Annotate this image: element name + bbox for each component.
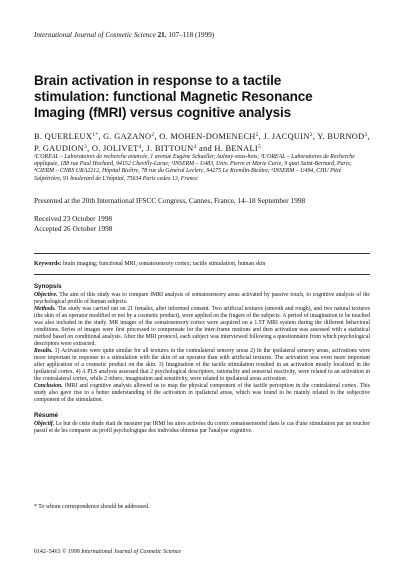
resume-section bbox=[34, 412, 370, 435]
title-line: Imaging (fMRI) versus cognitive analysis bbox=[34, 105, 292, 121]
resume-heading: Résumé bbox=[34, 412, 59, 420]
author: H. BENALI$^5$ bbox=[214, 143, 262, 153]
synopsis-heading: Synopsis bbox=[34, 283, 62, 291]
keywords-label: Keywords: bbox=[34, 261, 62, 268]
author: Y. BURNOD$^3$, bbox=[317, 131, 370, 141]
author: J. BITTOUN$^4$ and bbox=[146, 143, 215, 153]
synopsis-conclusion: Conclusion. fMRI and cognitive analysis allowed us to map the physical component of the tactile perception in the contralateral cortex. This study also gave rise to a better understanding of the activation in ipsilateral areas, which was found to be mainly related to the subjective component of the stimulation. bbox=[34, 383, 371, 404]
accepted-date: Accepted 26 October 1998 bbox=[34, 224, 113, 234]
author-list bbox=[34, 130, 370, 154]
copyright-journal: International Journal of Cosmetic Science bbox=[81, 549, 181, 555]
resume-objectif: Objectif. Le but de cette étude était de mesurer par IRMf les aires activées du cortex somatosensoriel dans le cas d'une stimulation par un toucher passif et de les comparer au profil psychologique des individus obtenus par l'analyse cognitive. bbox=[34, 421, 371, 435]
received-date: Received 23 October 1998 bbox=[34, 214, 113, 224]
synopsis-results: Results. 1) Activations were quite similar for all textures in the contralateral sensory areas 2) In the ipsilateral sensory areas, activations were more important in response to a stimulation with the skin of an operator than with artificial textures. The activation was even more important after application of a cosmetic product on the skin. 3) Imagination of the tactile stimulation resulted in an activation mostly localized in the ipsilateral cortex. 4) A PLS analysis assessed that 2 psychological descriptors, rationality and sensorial reactivity, were related to an activation in the contralateral cortex, while 2 others, imagination and sensitivity, were related to ipsilateral areas activation. bbox=[34, 348, 370, 383]
author: G. GAZANO$^2$, bbox=[103, 131, 160, 141]
author: O. JOLIVET$^4$, bbox=[91, 143, 145, 153]
author: P. GAUDION$^3$, bbox=[34, 143, 92, 153]
author: J. JACQUIN$^2$, bbox=[263, 131, 318, 141]
keywords-text: brain imaging; functional MRI, somatosensory cortex; tactile stimulation, human skin bbox=[62, 261, 266, 268]
divider bbox=[34, 253, 370, 254]
copyright-line bbox=[34, 548, 370, 556]
article-title bbox=[34, 73, 370, 122]
journal-pages: , 107–118 (1999) bbox=[164, 31, 215, 39]
running-header bbox=[34, 30, 370, 40]
journal-volume: 21 bbox=[157, 31, 165, 39]
presented-note: Presented at the 20th International IFSCC Congress, Cannes, France, 14–18 September 1998 bbox=[34, 196, 306, 206]
journal-name: International Journal of Cosmetic Science bbox=[34, 31, 156, 39]
author: B. $QUERLEUX^{1*}$, bbox=[34, 131, 104, 141]
synopsis-objective: Objective. The aim of this study was to compare fMRI analysis of somatosensory areas activated by passive touch, to cognitive analysis of the psychological profile of human subjects. bbox=[34, 292, 370, 306]
author: O. MOHEN-DOMENECH$^2$, bbox=[159, 131, 262, 141]
title-line: stimulation: functional Magnetic Resonance bbox=[34, 89, 313, 105]
synopsis-methods: Methods. The study was carried out on 21 females, after informed consent. Two artificial textures (smooth and rough), and two natural textures (the skin of an operator modified or not by a cosmetic product), were applied on the fingers of the subjects. A period of imagination to be touched was also included in the study. MR images of the somatosensory cortex were acquired on a 1.5T MRI system during the different behavioral conditions. Series of images were first processed to compensate for the inter-frame motions and then activation was assessed with a statistical method based on conditional analysis. After the MRI protocol, each subject was interviewed following a questionnaire from which psychological descriptors were extracted. bbox=[34, 306, 370, 348]
affiliations: ¹L'OREAL – Laboratoires de recherche avancée, 1 avenue Eugène Schueller, Aulnay-sous-bois; ²L'OREAL – Laboratoires de Recherche appliquée, 188 rue Paul Hochard, 94152 Chevilly-Larue; ³INSERM – U483, Univ. Pierre et Marie Curie, 9 quai Saint-Bernard, Paris; ⁴CIERM – CNRS URA2212, Hôpital Bicêtre, 78 rue du Général Leclerc, 94275 Le Kremlin-Bicêtre; ⁵INSERM – U494, CHU Pitié Salpétrière, 91 boulevard de L'hôpital, 75634 Paris cedex 13, France bbox=[34, 153, 355, 182]
title-line: Brain activation in response to a tactile bbox=[34, 73, 282, 88]
correspondence-footnote: * To whom correspondence should be addressed. bbox=[34, 504, 150, 510]
divider bbox=[34, 274, 370, 275]
keywords bbox=[34, 260, 370, 268]
synopsis-section bbox=[34, 283, 370, 404]
copyright-prefix: 0142–5463 © 1999 bbox=[34, 549, 80, 555]
article-dates bbox=[34, 214, 370, 234]
article-first-page bbox=[34, 30, 370, 435]
